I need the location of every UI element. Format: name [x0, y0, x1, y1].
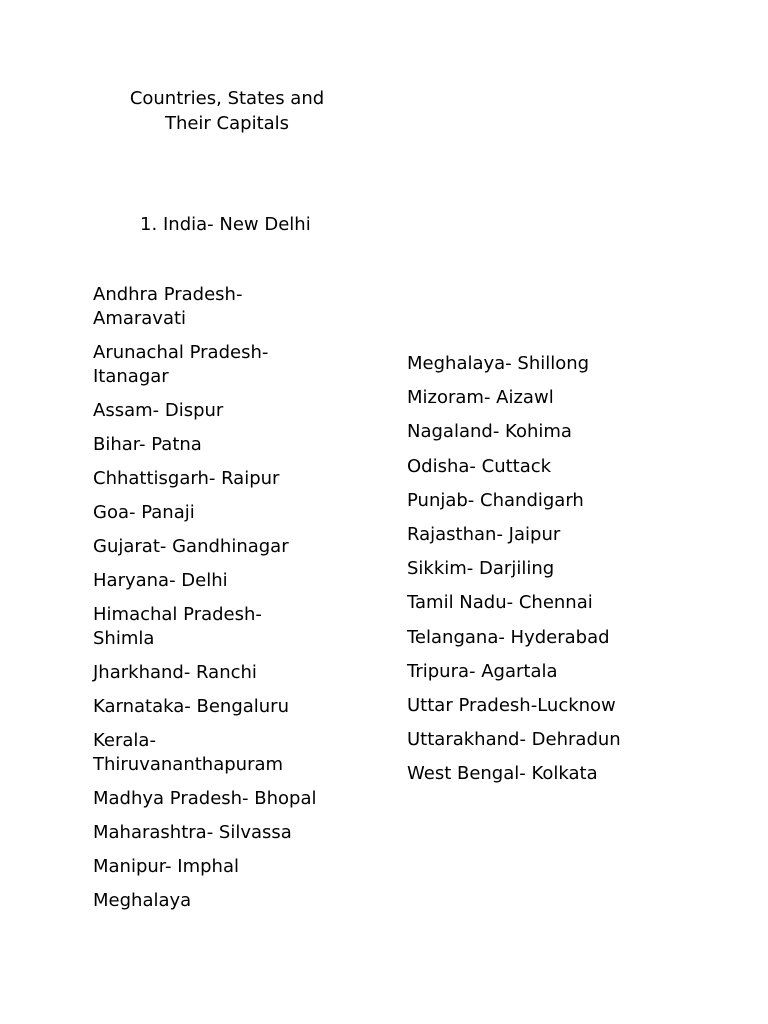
state-capital-entry: [93, 729, 363, 777]
entry-text-line1: Gujarat- Gandhinagar: [93, 536, 289, 557]
state-capital-entry: [407, 557, 707, 581]
state-capital-entry: [407, 420, 707, 444]
entry-text-line1: Nagaland- Kohima: [407, 421, 572, 443]
entry-text-line1: Madhya Pradesh- Bhopal: [93, 788, 317, 809]
state-capital-entry: [93, 695, 363, 719]
entry-text-line1: Odisha- Cuttack: [407, 455, 552, 477]
state-capital-entry: [93, 399, 363, 423]
state-capital-entry: [93, 855, 363, 879]
state-capital-entry: [93, 341, 363, 389]
entry-text-line1: Goa- Panaji: [93, 502, 195, 523]
entry-text-line1: Assam- Dispur: [93, 400, 224, 421]
entry-text-line1: Rajasthan- Jaipur: [407, 523, 561, 545]
state-capital-entry: [93, 283, 363, 331]
entry-text-line1: Meghalaya: [93, 890, 192, 911]
title-line-1: Countries, States and: [129, 88, 325, 109]
state-capital-entry: [93, 603, 363, 651]
state-capital-entry: [407, 762, 707, 786]
state-capital-entry: [407, 523, 707, 547]
document-title: [100, 86, 354, 136]
entry-text-line2: Thiruvananthapuram: [93, 754, 284, 775]
entry-text-line1: Meghalaya- Shillong: [407, 353, 590, 374]
entry-text-line1: Sikkim- Darjiling: [407, 558, 555, 580]
entry-text-line1: Kerala-: [93, 730, 156, 751]
state-capital-entry: [407, 626, 707, 650]
title-line-2: Their Capitals: [164, 113, 290, 134]
state-capital-entry: [93, 433, 363, 457]
state-capital-entry: [407, 386, 707, 410]
entry-text-line1: Karnataka- Bengaluru: [93, 696, 289, 717]
state-capital-entry: [407, 489, 707, 513]
state-capital-entry: [407, 694, 707, 718]
state-capital-entry: [407, 660, 707, 684]
entry-text-line1: Uttar Pradesh-Lucknow: [407, 694, 616, 716]
state-capital-entry: [407, 455, 707, 479]
entry-text-line1: Punjab- Chandigarh: [407, 489, 584, 511]
entry-text-line1: Chhattisgarh- Raipur: [93, 468, 280, 489]
list-number: 1.: [140, 214, 158, 235]
entry-text-line1: Telangana- Hyderabad: [407, 626, 610, 648]
entry-text-line1: Uttarakhand- Dehradun: [407, 729, 621, 751]
entry-text-line1: Tripura- Agartala: [407, 660, 558, 682]
state-capital-entry: [93, 535, 363, 559]
entry-text-line2: Shimla: [93, 628, 155, 649]
state-capital-entry: [93, 501, 363, 525]
entry-text-line1: Haryana- Delhi: [93, 570, 228, 591]
state-capital-entry: [93, 467, 363, 491]
entry-text-line1: Tamil Nadu- Chennai: [407, 592, 593, 614]
state-capital-entry: [93, 821, 363, 845]
entry-text-line1: Manipur- Imphal: [93, 856, 239, 877]
left-column-list: [93, 283, 363, 923]
numbered-item-country: [140, 213, 311, 237]
entry-text-line2: Itanagar: [93, 366, 169, 387]
entry-text-line1: Jharkhand- Ranchi: [93, 662, 257, 683]
right-column-list: [407, 352, 707, 796]
state-capital-entry: [93, 661, 363, 685]
state-capital-entry: [93, 787, 363, 811]
state-capital-entry: [93, 889, 363, 913]
entry-text-line1: Andhra Pradesh-: [93, 284, 243, 305]
entry-text-line1: Maharashtra- Silvassa: [93, 822, 292, 843]
state-capital-entry: [407, 352, 707, 376]
state-capital-entry: [407, 728, 707, 752]
entry-text-line1: Mizoram- Aizawl: [407, 387, 554, 409]
entry-text-line1: Bihar- Patna: [93, 434, 202, 455]
country-capital: India- New Delhi: [163, 214, 311, 235]
entry-text-line1: Himachal Pradesh-: [93, 604, 262, 625]
state-capital-entry: [407, 591, 707, 615]
entry-text-line2: Amaravati: [93, 308, 187, 329]
entry-text-line1: Arunachal Pradesh-: [93, 342, 269, 363]
entry-text-line1: West Bengal- Kolkata: [407, 763, 598, 785]
state-capital-entry: [93, 569, 363, 593]
